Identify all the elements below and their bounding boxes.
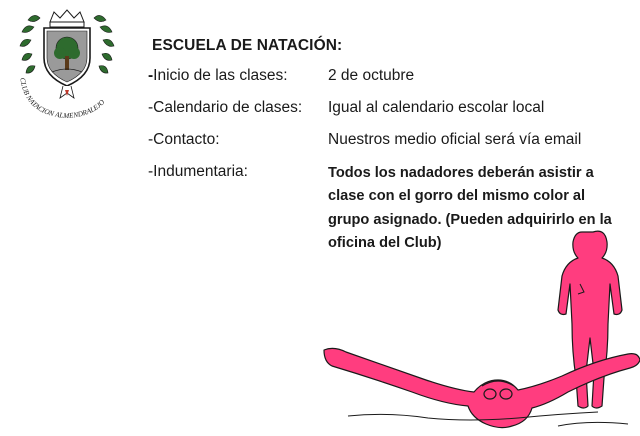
swimmers-illustration xyxy=(318,226,640,436)
club-logo xyxy=(14,6,120,124)
logo-ring-text: CLUB NATACION ALMENDRALEJO xyxy=(18,77,107,121)
info-label xyxy=(148,67,288,85)
info-label: -Calendario de clases: xyxy=(148,99,303,116)
clothing-notice: Todos los nadadores deberán asistir a clase con el gorro del mismo color al grupo asignado. (Pueden adquirirlo en la oficina del Club) xyxy=(328,165,612,252)
label-dash: - xyxy=(148,67,154,84)
info-label: -Contacto: xyxy=(148,131,220,148)
page-heading: ESCUELA DE NATACIÓN: xyxy=(152,37,343,54)
info-value: Igual al calendario escolar local xyxy=(328,99,545,116)
info-label: -Indumentaria: xyxy=(148,163,248,180)
label-text: Inicio de las clases: xyxy=(153,67,288,84)
info-value: Nuestros medio oficial será vía email xyxy=(328,131,582,148)
info-value: 2 de octubre xyxy=(328,67,415,84)
